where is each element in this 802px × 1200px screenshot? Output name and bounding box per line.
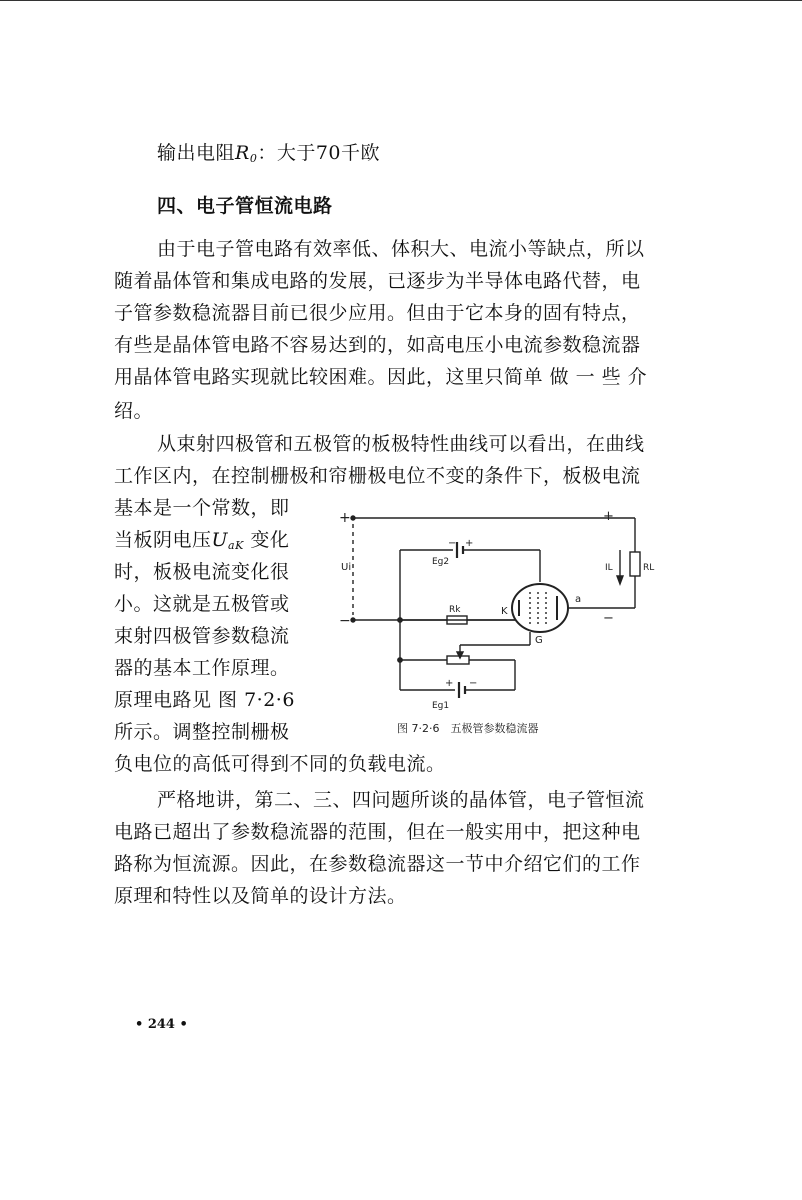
uak-prefix: 当板阴电压 [114, 529, 212, 551]
label-batt-plus: + [465, 538, 474, 549]
spec-symbol: R [235, 142, 250, 164]
il-arrow-head [617, 576, 623, 584]
para3-line: 严格地讲，第二、三、四问题所谈的晶体管，电子管恒流 [157, 789, 645, 811]
label-a: a [575, 594, 582, 605]
para3-line: 路称为恒流源。因此，在参数稳流器这一节中介绍它们的工作 [114, 853, 641, 875]
para2-wrap-line: 时，板极电流变化很 [114, 561, 290, 583]
pentode-tube [512, 584, 568, 632]
section-title: 四、电子管恒流电路 [157, 195, 333, 217]
label-rl: RL [643, 563, 655, 573]
label-eg1: Eg1 [432, 701, 450, 711]
uak-subscript: aK [228, 539, 244, 552]
para2-wrap-line: 束射四极管参数稳流 [114, 625, 290, 647]
figure-caption: 图 7·2·6 五极管参数稳流器 [397, 722, 539, 735]
para1-line: 用晶体管电路实现就比较困难。因此，这里只简单 做 一 些 介 [114, 366, 648, 388]
junction-dot [398, 618, 402, 622]
para2-wrap-line: 原理电路见 图 7·2·6 [114, 689, 295, 711]
pot-wiper-arrow [457, 652, 463, 658]
para2-line: 从束射四极管和五极管的板极特性曲线可以看出，在曲线 [157, 433, 645, 455]
label-minus-right: − [603, 611, 614, 626]
terminal-dot [351, 618, 355, 622]
label-rk: Rk [449, 605, 461, 615]
potentiometer [447, 656, 469, 664]
para2-line: 工作区内，在控制栅极和帘栅极电位不变的条件下，板极电流 [114, 465, 641, 487]
para2-wrap-line: 器的基本工作原理。 [114, 657, 290, 679]
label-eg1-minus: − [469, 678, 478, 689]
para2-wrap-line: 基本是一个常数，即 [114, 497, 290, 519]
label-g: G [535, 635, 543, 646]
para2-wrap-line: 小。这就是五极管或 [114, 593, 290, 615]
label-k: K [501, 606, 508, 617]
spec-prefix: 输出电阻 [157, 142, 236, 164]
top-border-rule [0, 0, 802, 1]
label-eg1-plus: + [445, 678, 454, 689]
label-ui: Ui [341, 562, 352, 573]
para1-line: 有些是晶体管电路不容易达到的，如高电压小电流参数稳流器 [114, 334, 641, 356]
label-minus-left: − [339, 613, 351, 629]
circuit-figure [335, 500, 695, 750]
label-plus-left: + [339, 510, 351, 526]
pentode-circuit-diagram [335, 500, 695, 750]
spec-suffix: ：大于70千欧 [257, 142, 381, 164]
load-resistor [630, 552, 640, 576]
uak-suffix: 变化 [243, 529, 290, 551]
para2-wrap-line: 所示。调整控制栅极 [114, 721, 290, 743]
para3-line: 原理和特性以及简单的设计方法。 [114, 885, 407, 907]
junction-dot [398, 658, 402, 662]
page-number: • 244 • [135, 1017, 188, 1032]
spec-subscript: 0 [249, 152, 258, 165]
label-il: IL [605, 563, 613, 573]
label-plus-right: + [603, 509, 614, 524]
output-resistance-line [157, 138, 380, 165]
uak-symbol: U [211, 529, 229, 551]
para3-line: 电路已超出了参数稳流器的范围，但在一般实用中，把这种电 [114, 821, 641, 843]
label-eg2: Eg2 [432, 557, 450, 567]
para2-line: 负电位的高低可得到不同的负载电流。 [114, 753, 446, 775]
para2-wrap-line [114, 525, 289, 552]
terminal-dot [351, 516, 355, 520]
para1-line: 绍。 [114, 400, 154, 422]
para1-line: 随着晶体管和集成电路的发展，已逐步为半导体电路代替，电 [114, 270, 641, 292]
label-batt-minus: − [448, 538, 457, 549]
para1-line: 由于电子管电路有效率低、体积大、电流小等缺点，所以 [157, 238, 645, 260]
para1-line: 子管参数稳流器目前已很少应用。但由于它本身的固有特点， [114, 302, 641, 324]
